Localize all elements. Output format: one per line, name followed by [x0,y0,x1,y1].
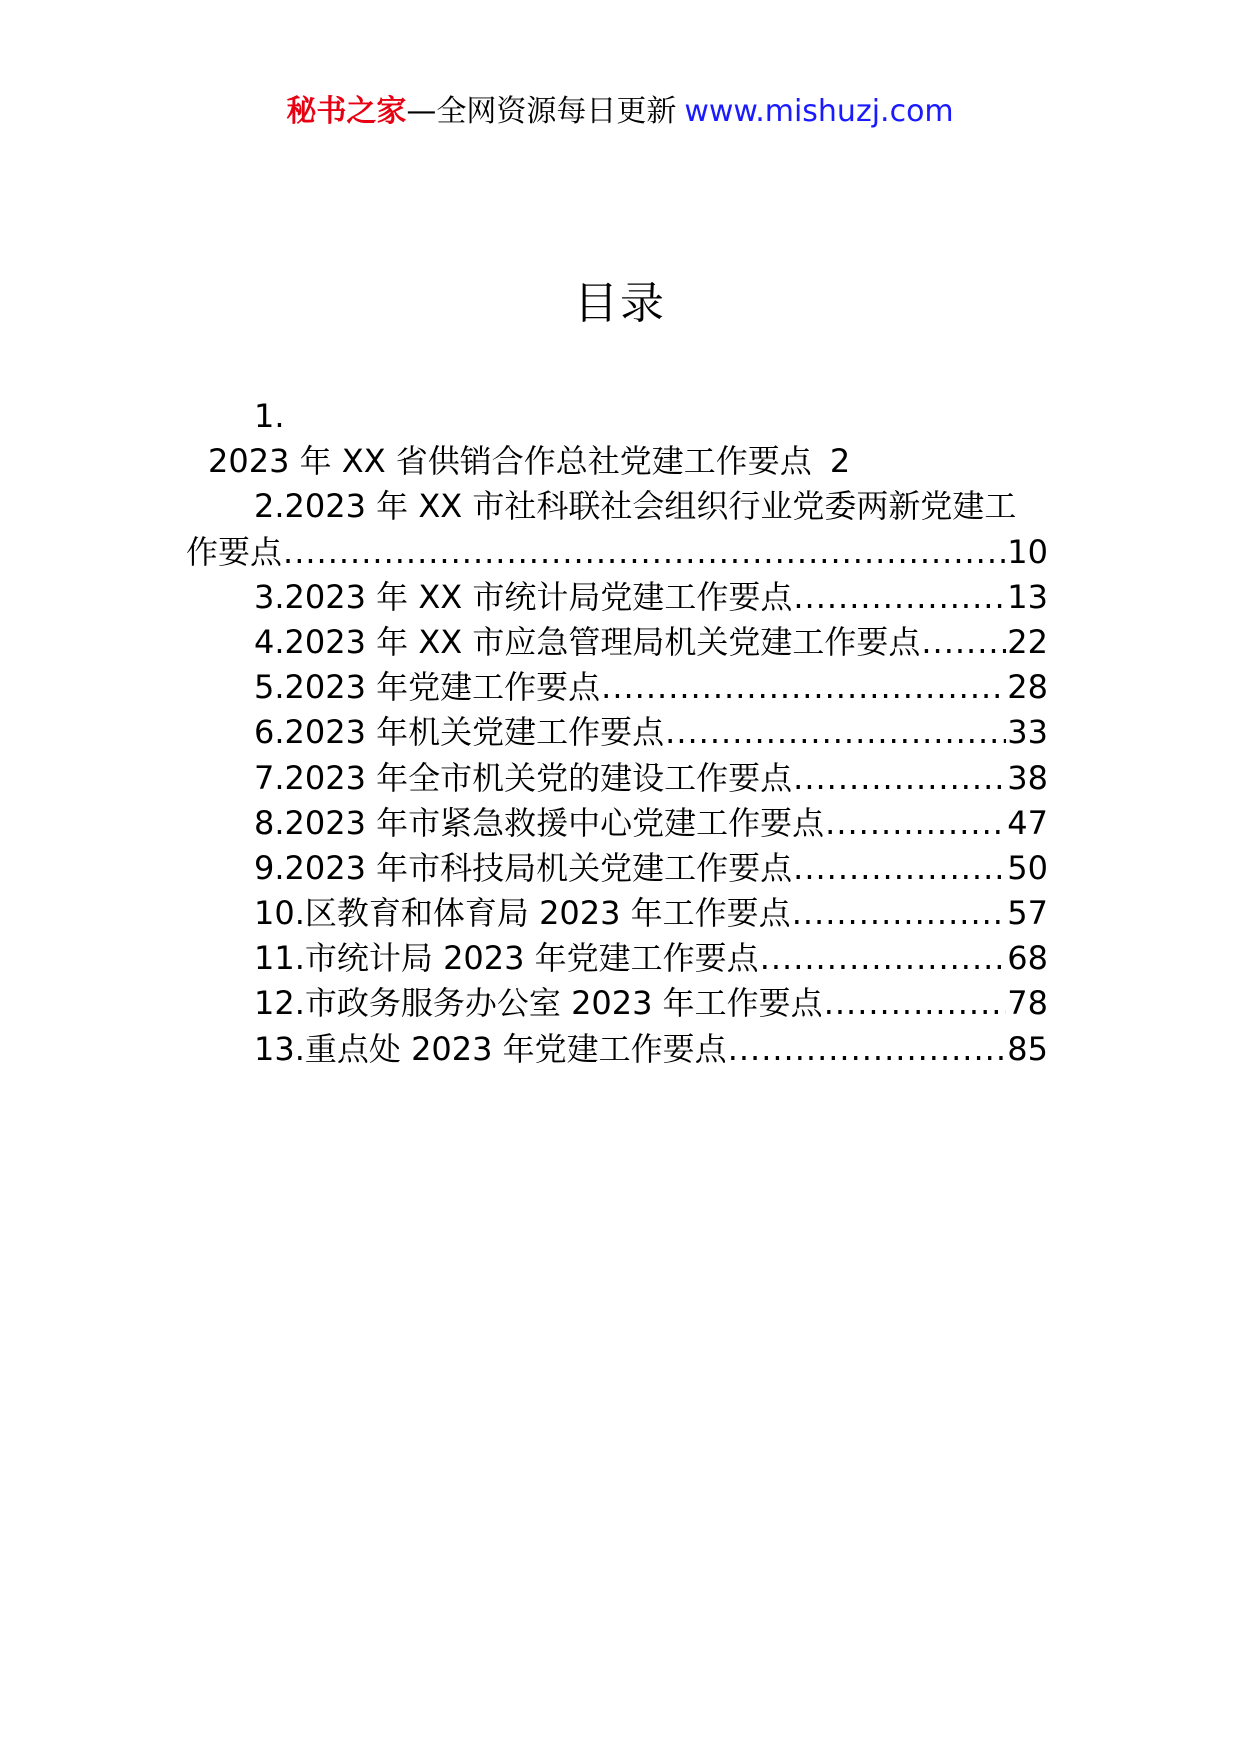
toc-entry-1-number[interactable] [186,394,1048,439]
header-tagline: —全网资源每日更新 [406,94,677,129]
dot-leader [728,1027,1007,1072]
table-of-contents [186,394,1048,1072]
toc-entry-page: 22 [1007,622,1048,661]
dot-leader [824,981,1007,1026]
dot-leader [793,756,1006,801]
toc-entry-page: 78 [1007,984,1048,1023]
website-link[interactable]: www.mishuzj.com [684,94,954,129]
toc-entry[interactable] [186,575,1048,620]
toc-entry-text: 4.2023 年 XX 市应急管理局机关党建工作要点 [254,622,921,661]
dot-leader [283,530,1006,575]
toc-entry-page: 10 [1007,532,1048,571]
toc-entry-page: 38 [1007,758,1048,797]
toc-entry[interactable] [186,620,1048,665]
toc-entry[interactable] [186,981,1048,1026]
toc-entry-text: 5.2023 年党建工作要点 [254,668,601,707]
toc-entry[interactable] [186,710,1048,755]
toc-entry-page: 85 [1007,1029,1048,1068]
toc-entry[interactable] [186,846,1048,891]
dot-leader [792,891,1007,936]
toc-entry-text: 2023 年 XX 省供销合作总社党建工作要点 [208,442,812,481]
toc-entry-page: 28 [1007,668,1048,707]
toc-entry-text: 9.2023 年市科技局机关党建工作要点 [254,848,793,887]
page-header [0,92,1240,132]
toc-entry-text: 13.重点处 2023 年党建工作要点 [254,1029,727,1068]
toc-entry-text: 2.2023 年 XX 市社科联社会组织行业党委两新党建工 [254,487,1017,526]
toc-entry-text: 11.市统计局 2023 年党建工作要点 [254,939,759,978]
dot-leader [665,710,1006,755]
toc-entry-page: 2 [829,442,851,481]
toc-entry-text: 8.2023 年市紧急救援中心党建工作要点 [254,803,825,842]
toc-entry-page: 33 [1007,713,1048,752]
toc-entry-text: 6.2023 年机关党建工作要点 [254,713,665,752]
toc-entry[interactable] [186,891,1048,936]
toc-entry[interactable] [186,936,1048,981]
toc-entry[interactable] [186,801,1048,846]
dot-leader [601,665,1006,710]
brand-name: 秘书之家 [286,94,407,129]
toc-entry-page: 13 [1007,577,1048,616]
toc-entry-text: 3.2023 年 XX 市统计局党建工作要点 [254,577,793,616]
toc-entry-text: 10.区教育和体育局 2023 年工作要点 [254,894,791,933]
dot-leader [793,575,1006,620]
toc-entry-page: 68 [1007,939,1048,978]
toc-entry-page: 57 [1007,894,1048,933]
dot-leader [921,620,1006,665]
toc-entry-page: 50 [1007,848,1048,887]
toc-entry-2-line1[interactable] [186,484,1048,529]
page-title: 目录 [574,278,666,329]
dot-leader [793,846,1006,891]
toc-entry-text: 7.2023 年全市机关党的建设工作要点 [254,758,793,797]
dot-leader [825,801,1006,846]
toc-entry[interactable] [186,756,1048,801]
toc-entry[interactable] [186,1027,1048,1072]
dot-leader [760,936,1007,981]
toc-entry-page: 47 [1007,803,1048,842]
toc-entry-2-line2[interactable] [186,530,1048,575]
toc-entry-text: 12.市政务服务办公室 2023 年工作要点 [254,984,823,1023]
toc-entry[interactable] [186,665,1048,710]
toc-entry-1[interactable] [186,439,1048,484]
toc-entry-text-continued: 作要点 [186,532,283,571]
toc-entry-number: 1. [254,397,285,435]
